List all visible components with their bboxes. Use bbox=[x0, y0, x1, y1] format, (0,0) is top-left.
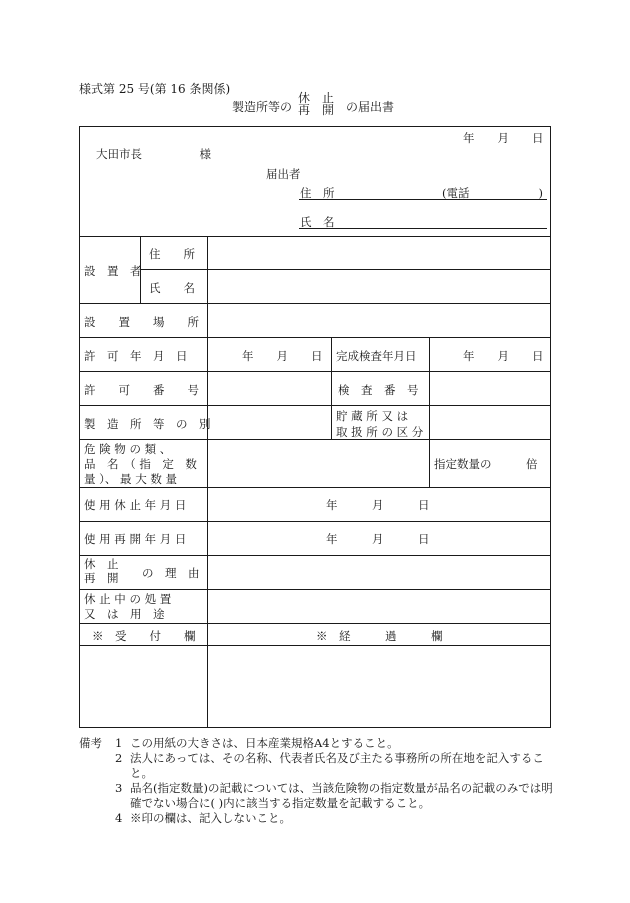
location-label: 設 置 場 所 bbox=[84, 315, 199, 329]
reception-label: ※ 受 付 欄 bbox=[92, 629, 196, 643]
reason-stack bbox=[84, 557, 119, 585]
row-divider bbox=[79, 405, 551, 406]
title-stack-bottom: 再 開 bbox=[298, 103, 335, 117]
header-applicant: 届出者 bbox=[266, 167, 301, 181]
row-divider bbox=[79, 371, 551, 372]
note-number: 2 bbox=[115, 751, 123, 765]
column-divider bbox=[331, 337, 332, 439]
resume-date-value: 年 月 日 bbox=[326, 532, 430, 546]
row-divider bbox=[79, 623, 551, 624]
title-stack-top: 休 止 bbox=[298, 91, 335, 105]
row-divider bbox=[79, 645, 551, 646]
title-stack bbox=[298, 91, 335, 117]
header-date: 年 月 日 bbox=[463, 131, 544, 145]
installer-label: 設 置 者 bbox=[84, 264, 142, 278]
note-number: 1 bbox=[115, 736, 123, 750]
permit-number-label: 許 可 番 号 bbox=[84, 383, 199, 397]
note-number: 3 bbox=[115, 781, 123, 795]
storage-class-line1: 貯 蔵 所 又 は bbox=[336, 409, 409, 423]
note-item bbox=[79, 736, 554, 751]
reason-stack-top: 休 止 bbox=[84, 557, 119, 571]
hazmat-label-line3: 量 ）、 最 大 数 量 bbox=[84, 472, 178, 486]
disposal-label-line1: 休 止 中 の 処 置 bbox=[84, 592, 172, 606]
inspection-date-value: 年 月 日 bbox=[463, 349, 544, 363]
note-item bbox=[79, 781, 554, 811]
row-divider bbox=[140, 269, 551, 270]
form-id: 様式第 25 号(第 16 条関係) bbox=[79, 82, 231, 96]
row-divider bbox=[79, 487, 551, 488]
note-text: この用紙の大きさは、日本産業規格A4とすること。 bbox=[130, 736, 399, 750]
hazmat-label-line1: 危 険 物 の 類 、 bbox=[84, 442, 172, 456]
row-divider bbox=[79, 589, 551, 590]
title-suffix: の届出書 bbox=[346, 100, 395, 114]
note-item bbox=[79, 751, 554, 781]
hazmat-label-line2: 品 名 （ 指 定 数 bbox=[84, 457, 197, 471]
note-number: 4 bbox=[115, 811, 123, 825]
row-divider bbox=[79, 439, 551, 440]
column-divider bbox=[207, 236, 208, 728]
name-underline bbox=[299, 228, 547, 229]
notes-section bbox=[79, 736, 554, 826]
disposal-label-line2: 又 は 用 途 bbox=[84, 607, 165, 621]
column-divider bbox=[429, 439, 430, 487]
row-divider bbox=[79, 555, 551, 556]
note-item bbox=[79, 811, 554, 826]
reason-stack-bottom: 再 開 bbox=[84, 571, 119, 585]
applicant-name-label: 氏 名 bbox=[300, 215, 335, 229]
facility-type-label: 製 造 所 等 の 別 bbox=[84, 417, 211, 431]
note-text: 法人にあっては、その名称、代表者氏名及び主たる事務所の所在地を記入すること。 bbox=[130, 751, 544, 780]
installer-name-label: 氏 名 bbox=[149, 281, 195, 295]
applicant-address-label: 住 所 bbox=[300, 186, 335, 200]
title-prefix: 製造所等の bbox=[232, 100, 293, 114]
row-divider bbox=[79, 303, 551, 304]
permit-date-value: 年 月 日 bbox=[242, 349, 323, 363]
inspection-number-label: 検 査 番 号 bbox=[338, 383, 419, 397]
suspend-date-value: 年 月 日 bbox=[326, 498, 430, 512]
storage-class-line2: 取 扱 所 の 区 分 bbox=[336, 425, 424, 439]
column-divider bbox=[429, 337, 430, 439]
address-underline bbox=[299, 199, 547, 200]
note-text: 品名(指定数量)の記載については、当該危険物の指定数量が品名の記載のみでは明確でない場合に( )内に該当する指定数量を記載すること。 bbox=[130, 781, 553, 810]
row-divider bbox=[79, 521, 551, 522]
installer-address-label: 住 所 bbox=[149, 247, 195, 261]
row-divider bbox=[79, 337, 551, 338]
resume-date-label: 使 用 再 開 年 月 日 bbox=[84, 532, 187, 546]
inspection-date-label: 完成検査年月日 bbox=[336, 349, 417, 363]
header-addressee: 大田市長 様 bbox=[96, 147, 211, 161]
designated-quantity-label: 指定数量の 倍 bbox=[434, 457, 538, 471]
note-text: ※印の欄は、記入しないこと。 bbox=[130, 811, 291, 825]
notes-head: 備考 bbox=[79, 736, 102, 750]
suspend-date-label: 使 用 休 止 年 月 日 bbox=[84, 498, 187, 512]
applicant-phone-label: (電話 ) bbox=[442, 186, 543, 200]
permit-date-label: 許 可 年 月 日 bbox=[84, 349, 188, 363]
progress-label: ※ 経 過 欄 bbox=[316, 629, 443, 643]
reason-suffix: の 理 由 bbox=[142, 566, 200, 580]
row-divider bbox=[79, 236, 551, 237]
